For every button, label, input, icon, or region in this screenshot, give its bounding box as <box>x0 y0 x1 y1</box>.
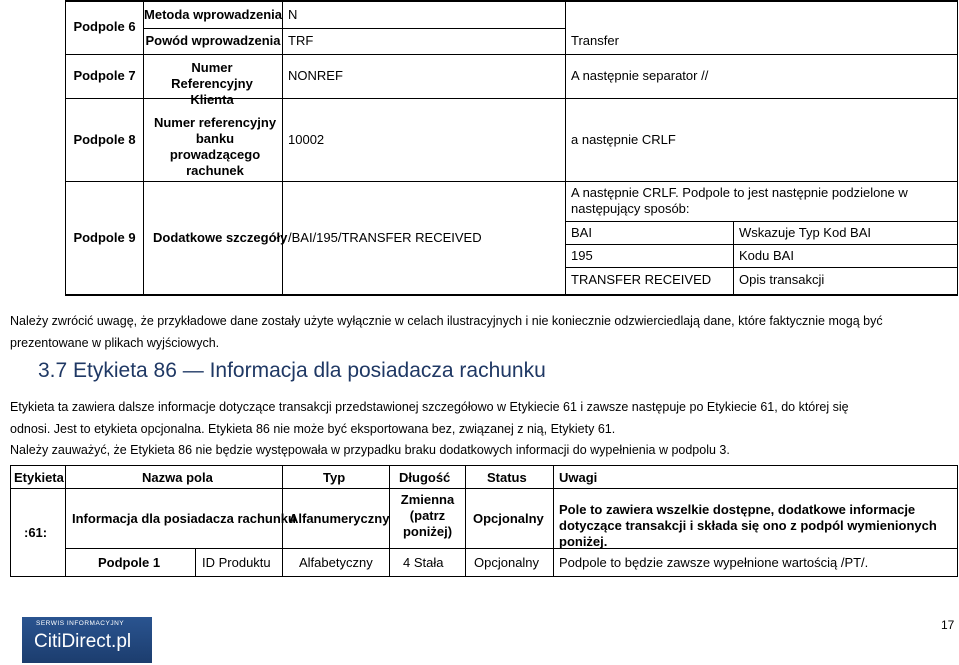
column-header: Typ <box>323 470 346 485</box>
table-cell: ID Produktu <box>202 555 271 570</box>
logo-caption: SERWIS INFORMACYJNY <box>36 620 125 627</box>
field-label: Podpole 7 <box>73 68 136 83</box>
section-heading: 3.7 Etykieta 86 — Informacja dla posiadacza rachunku <box>38 359 546 382</box>
field-value: /BAI/195/TRANSFER RECEIVED <box>288 230 482 245</box>
field-description: A następnie separator // <box>571 68 709 83</box>
paragraph: Etykieta ta zawiera dalsze informacje dotyczące transakcji przedstawionej szczegółowo w Etykiecie 61 i zawsze następuje po Etykiecie 61, do której się <box>10 400 849 414</box>
field-value: 10002 <box>288 132 325 147</box>
table-cell: Informacja dla posiadacza rachunku <box>72 511 296 526</box>
field-value: NONREF <box>288 68 343 83</box>
table-cell: Podpole 1 <box>98 555 161 570</box>
field-name: Powód wprowadzenia <box>145 33 281 48</box>
sub-cell: Kodu BAI <box>739 248 794 263</box>
table-cell: Opcjonalny <box>474 555 540 570</box>
field-label: Podpole 6 <box>73 19 136 34</box>
field-name: Metoda wprowadzenia <box>144 7 282 22</box>
citidirect-logo <box>22 617 152 663</box>
field-label: Podpole 9 <box>73 230 136 245</box>
paragraph: odnosi. Jest to etykieta opcjonalna. Etykieta 86 nie może być eksportowana bez, związanej z nią, Etykiety 61. <box>10 422 616 436</box>
paragraph: Należy zauważyć, że Etykieta 86 nie będzie występowała w przypadku braku dodatkowych informacji do wypełnienia w podpolu 3. <box>10 443 730 457</box>
page-number: 17 <box>941 618 955 632</box>
logo-wordmark: CitiDirect.pl <box>34 631 132 652</box>
field-value: TRF <box>288 33 314 48</box>
table-cell: Alfabetyczny <box>299 555 373 570</box>
sub-cell: 195 <box>571 248 593 263</box>
field-description: a następnie CRLF <box>571 132 676 147</box>
field-description: A następnie CRLF. Podpole to jest następnie podzielone w następujący sposób: <box>571 185 908 216</box>
field-label: Podpole 8 <box>73 132 136 147</box>
field-name: Dodatkowe szczegóły <box>153 230 288 245</box>
column-header: Etykieta <box>14 470 64 485</box>
sub-cell: Opis transakcji <box>739 272 825 287</box>
note-text: prezentowane w plikach wyjściowych. <box>10 336 220 350</box>
sub-cell: Wskazuje Typ Kod BAI <box>739 225 871 240</box>
table-cell: Alfanumeryczny <box>289 511 390 526</box>
column-header: Długość <box>399 470 451 485</box>
field-name: Numer referencyjny banku prowadzącego rachunek <box>153 115 277 178</box>
sub-cell: TRANSFER RECEIVED <box>571 272 712 287</box>
field-description: Transfer <box>571 33 619 48</box>
table-cell: Zmienna (patrz poniżej) <box>400 492 455 539</box>
field-value: N <box>288 7 298 22</box>
table-cell: 4 Stała <box>403 555 444 570</box>
tag-label: :61: <box>24 525 48 540</box>
table-cell: Pole to zawiera wszelkie dostępne, dodatkowe informacje dotyczące transakcji i składa się ono z podpól wymienionych poniżej. <box>559 502 937 549</box>
column-header: Status <box>487 470 527 485</box>
note-text: Należy zwrócić uwagę, że przykładowe dane zostały użyte wyłącznie w celach ilustracyjnych i nie koniecznie odzwierciedlają dane, które faktycznie mogą być <box>10 314 883 328</box>
sub-cell: BAI <box>571 225 592 240</box>
column-header: Nazwa pola <box>142 470 213 485</box>
table-cell: Podpole to będzie zawsze wypełnione wartością /PT/. <box>559 555 869 570</box>
field-name: Numer Referencyjny Klienta <box>171 60 253 107</box>
column-header: Uwagi <box>559 470 598 485</box>
table-cell: Opcjonalny <box>473 511 544 526</box>
